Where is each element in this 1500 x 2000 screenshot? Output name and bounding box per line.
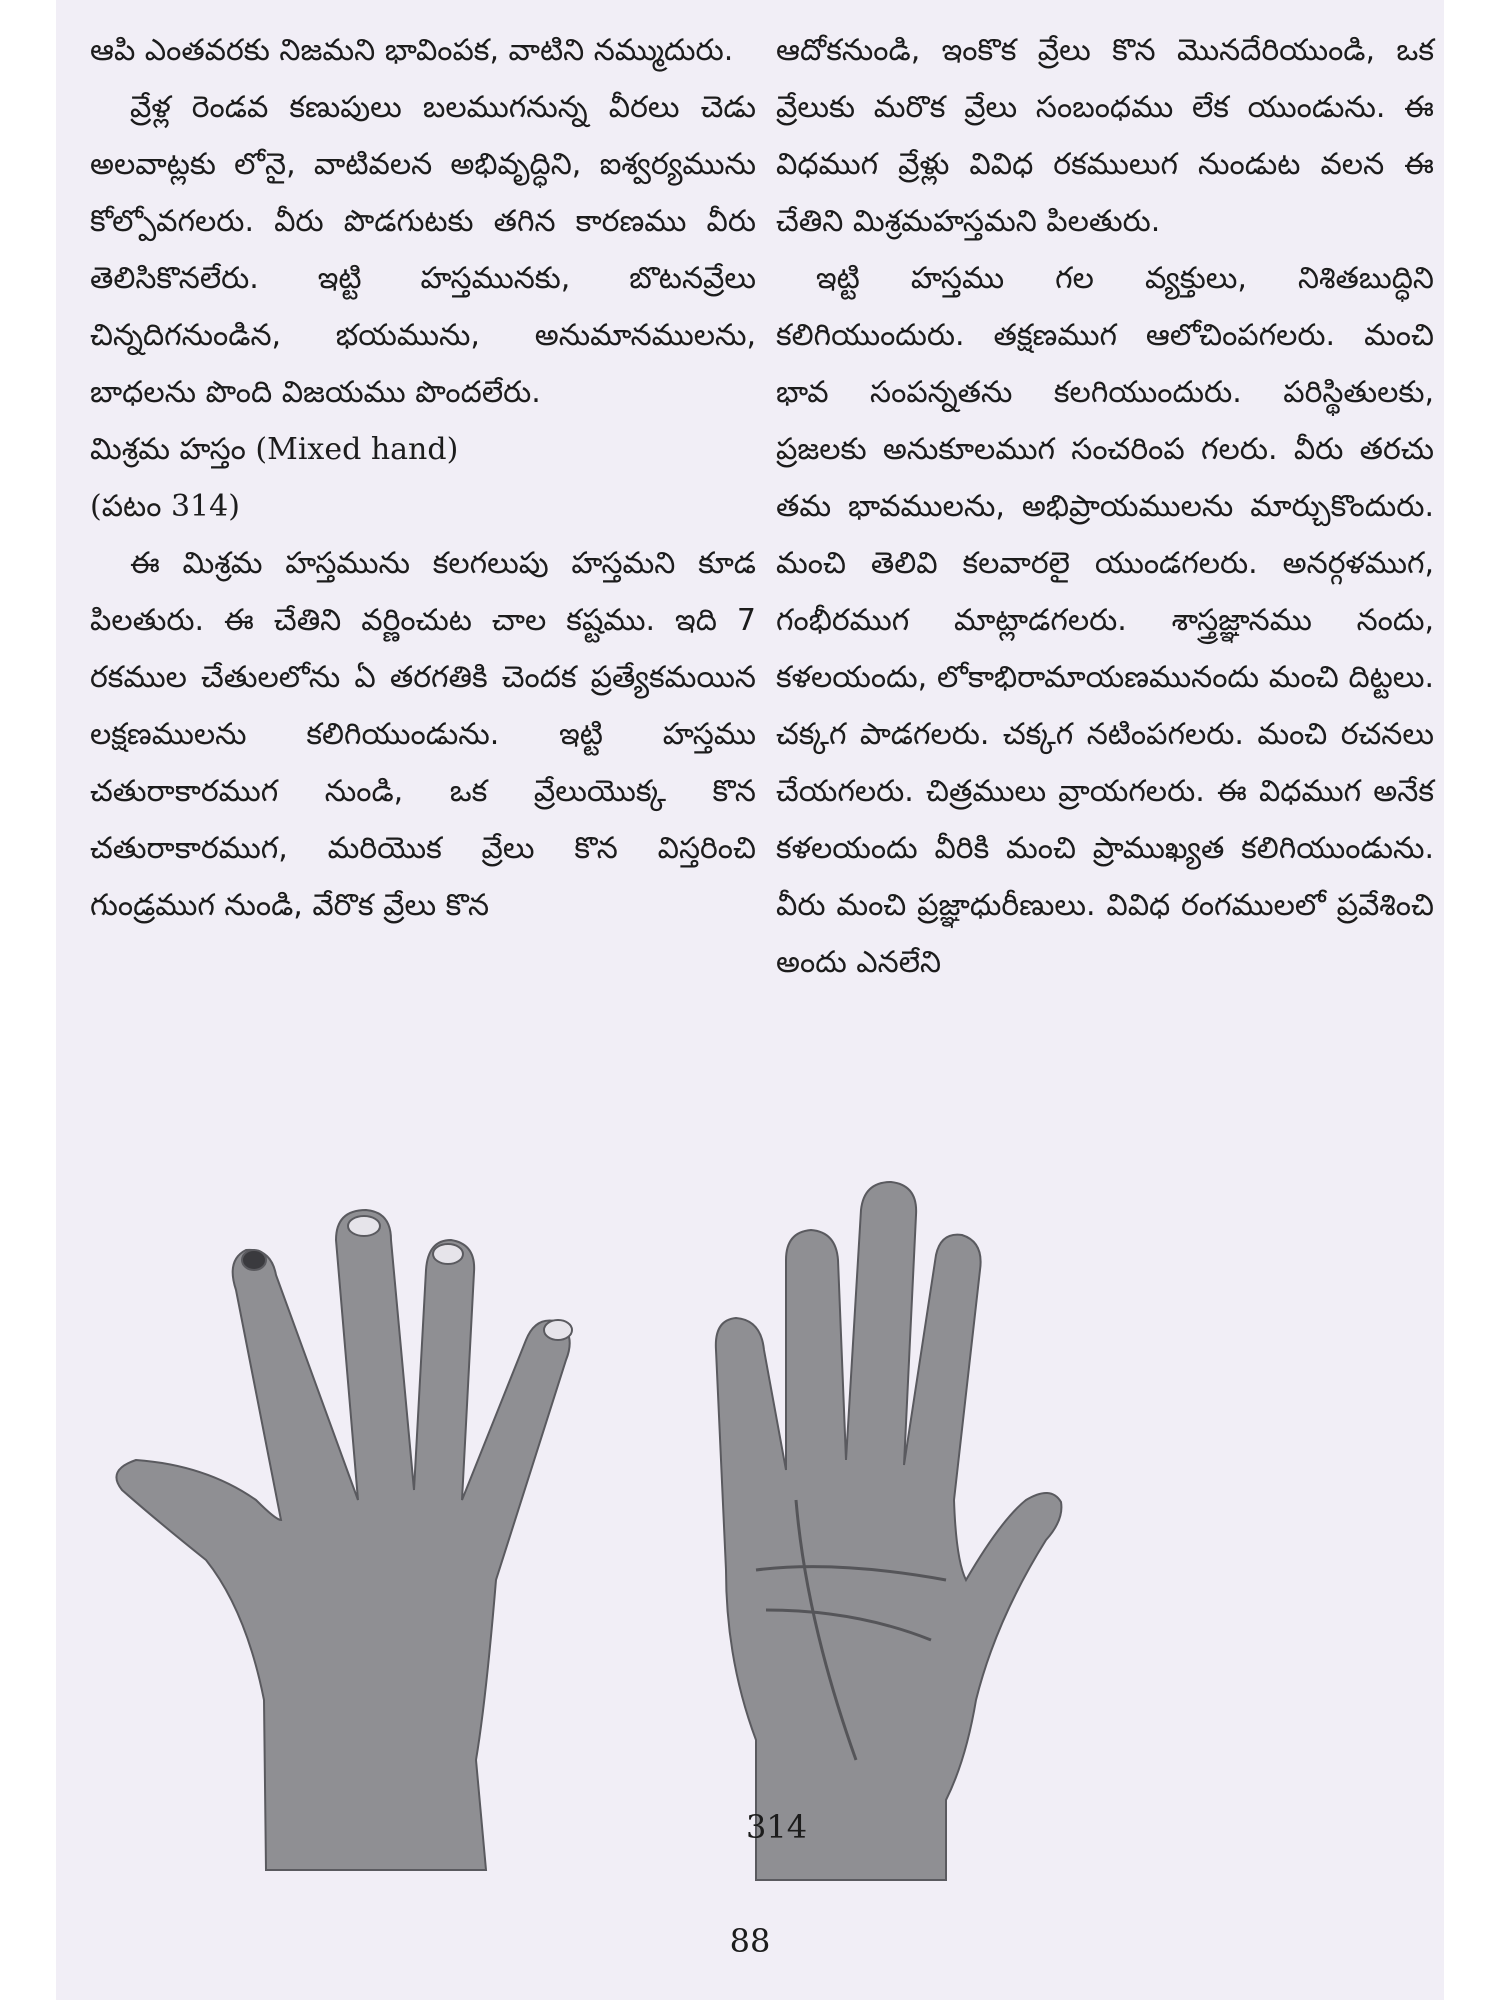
section-heading-english: (Mixed hand): [255, 432, 459, 467]
left-paragraph-2: వ్రేళ్ల రెండవ కణుపులు బలముగనున్న వీరలు చెడు అలవాట్లకు లోనై, వాటివలన అభివృద్ధిని, ఐశ్వర్యమును కోల్పోవగలరు. వీరు పొడగుటకు తగిన కారణము వీరు తెలిసికొనలేరు. ఇట్టి హస్తమునకు, బొటనవ్రేలు చిన్నదిగనుండిన, భయమును, అనుమానములను, బాధలను పొంది విజయము పొందలేరు.: [90, 90, 756, 410]
section-heading: [90, 421, 756, 478]
figure-caption: 314: [746, 1808, 808, 1846]
right-text-column: [776, 22, 1434, 991]
figure-reference: [90, 478, 756, 535]
hand-figure: [96, 1140, 1436, 1900]
page-number: 88: [729, 1922, 771, 1960]
section-heading-telugu: మిశ్రమ హస్తం: [90, 432, 246, 467]
document-page: [56, 0, 1444, 2000]
figure-reference-text: (పటం 314): [90, 489, 240, 524]
right-paragraph-1: ఆదోకనుండి, ఇంకొక వ్రేలు కొన మొనదేరియుండి, ఒక వ్రేలుకు మరొక వ్రేలు సంబంధము లేక యుండును. ఈ విధముగ వ్రేళ్లు వివిధ రకములుగ నుండుట వలన ఈ చేతిని మిశ్రమహస్తమని పిలతురు.: [776, 33, 1434, 239]
left-paragraph-1: ఆపి ఎంతవరకు నిజమని భావింపక, వాటిని నమ్ముదురు.: [90, 33, 734, 68]
left-text-column: [90, 22, 756, 934]
left-paragraph-3: ఈ మిశ్రమ హస్తమును కలగలుపు హస్తమని కూడ పిలతురు. ఈ చేతిని వర్ణించుట చాల కష్టము. ఇది 7 రకముల చేతులలోను ఏ తరగతికి చెందక ప్రత్యేకమయిన లక్షణములను కలిగియుండును. ఇట్టి హస్తము చతురాకారముగ నుండి, ఒక వ్రేలుయొక్క కొన చతురాకారముగ, మరియొక వ్రేలు కొన విస్తరించి గుండ్రముగ నుండి, వేరొక వ్రేలు కొన: [90, 546, 756, 923]
right-paragraph-2: ఇట్టి హస్తము గల వ్యక్తులు, నిశితబుద్ధిని కలిగియుందురు. తక్షణముగ ఆలోచింపగలరు. మంచి భావ సంపన్నతను కలగియుందురు. పరిస్థితులకు, ప్రజలకు అనుకూలముగ సంచరింప గలరు. వీరు తరచు తమ భావములను, అభిప్రాయములను మార్చుకొందురు. మంచి తెలివి కలవారలై యుండగలరు. అనర్గళముగ, గంభీరముగ మాట్లాడగలరు. శాస్త్రజ్ఞానము నందు, కళలయందు, లోకాభిరామాయణమునందు మంచి దిట్టలు. చక్కగ పాడగలరు. చక్కగ నటింపగలరు. మంచి రచనలు చేయగలరు. చిత్రములు వ్రాయగలరు. ఈ విధముగ అనేక కళలయందు వీరికి మంచి ప్రాముఖ్యత కలిగియుండును. వీరు మంచి ప్రజ్ఞాధురీణులు. వివిధ రంగములలో ప్రవేశించి అందు ఎనలేని: [776, 261, 1434, 980]
back-of-hand-image: [116, 1210, 572, 1870]
hands-illustration: [96, 1140, 1436, 1900]
palm-image: [716, 1182, 1062, 1880]
